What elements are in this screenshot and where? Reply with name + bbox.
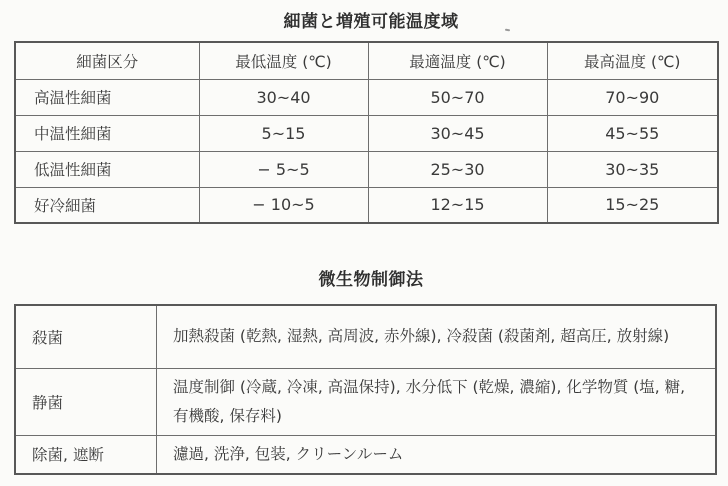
max-temp-cell: 70~90 (547, 79, 718, 115)
control-method-content: 温度制御 (冷蔵, 冷凍, 高温保持), 水分低下 (乾燥, 濃縮), 化学物質 (塩, 糖, 有機酸, 保存料) (157, 368, 717, 435)
table1-title: 細菌と増殖可能温度域 (283, 12, 459, 32)
max-temp-cell: 30~35 (547, 151, 718, 187)
header-min-temp: 最低温度 (℃) (199, 42, 368, 79)
optimal-temp-cell: 30~45 (368, 115, 547, 151)
table-row (15, 187, 718, 223)
control-method-content: 濾過, 洗浄, 包装, クリーンルーム (157, 435, 717, 474)
control-method-content: 加熱殺菌 (乾熱, 湿熱, 高周波, 赤外線), 冷殺菌 (殺菌剤, 超高圧, 放射線) (157, 305, 717, 368)
max-temp-cell: 15~25 (547, 187, 718, 223)
control-method-label: 殺菌 (15, 305, 157, 368)
optimal-temp-cell: 12~15 (368, 187, 547, 223)
table-row (15, 368, 716, 435)
table-row (15, 79, 718, 115)
table2-title: 微生物制御法 (318, 270, 424, 290)
min-temp-cell: 30~40 (199, 79, 368, 115)
table-row (15, 305, 716, 368)
header-optimal-temp: 最適温度 (℃) (368, 42, 547, 79)
bacteria-category-cell: 低温性細菌 (15, 151, 199, 187)
table1-header-row (15, 42, 718, 79)
bacteria-category-cell: 中温性細菌 (15, 115, 199, 151)
header-max-temp: 最高温度 (℃) (547, 42, 718, 79)
table-row (15, 151, 718, 187)
header-bacteria-category: 細菌区分 (15, 42, 199, 79)
optimal-temp-cell: 50~70 (368, 79, 547, 115)
optimal-temp-cell: 25~30 (368, 151, 547, 187)
bacteria-category-cell: 高温性細菌 (15, 79, 199, 115)
microbial-control-table (14, 304, 717, 475)
table-row (15, 435, 716, 474)
control-method-label: 静菌 (15, 368, 157, 435)
min-temp-cell: 5~15 (199, 115, 368, 151)
bacteria-temperature-table (14, 41, 719, 224)
min-temp-cell: − 5~5 (199, 151, 368, 187)
table-row (15, 115, 718, 151)
min-temp-cell: − 10~5 (199, 187, 368, 223)
max-temp-cell: 45~55 (547, 115, 718, 151)
bacteria-category-cell: 好冷細菌 (15, 187, 199, 223)
control-method-label: 除菌, 遮断 (15, 435, 157, 474)
